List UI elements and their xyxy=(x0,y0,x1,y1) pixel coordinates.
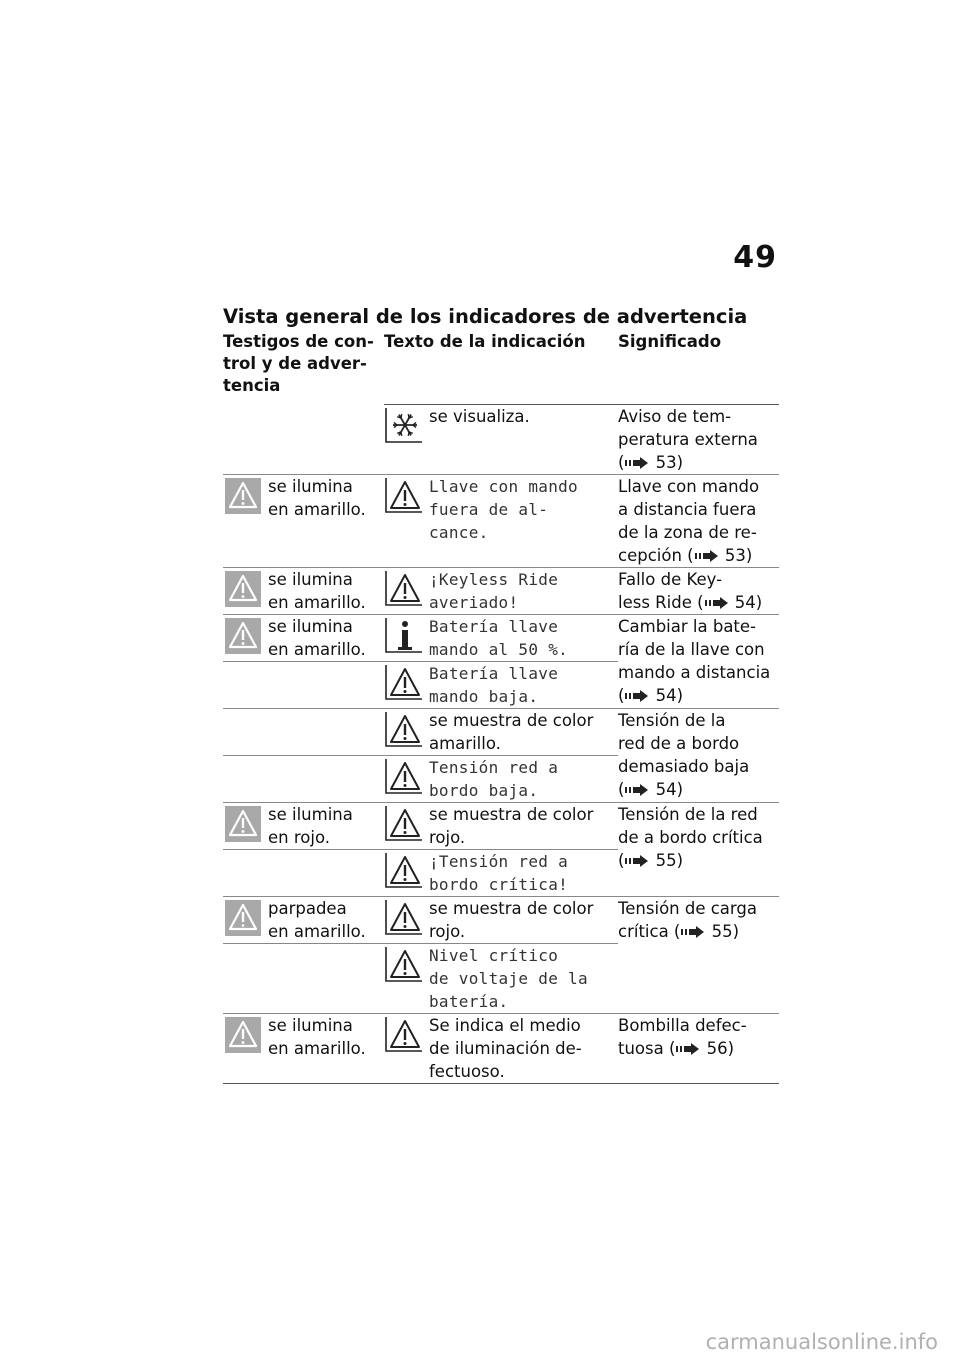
display-message-text: ¡Tensión red a bordo crítica! xyxy=(429,852,569,894)
page-reference-arrow-icon xyxy=(704,597,730,609)
page-reference-arrow-icon xyxy=(680,926,706,938)
watermark: carmanualsonline.info xyxy=(705,1330,938,1354)
warning-triangle-icon xyxy=(384,898,424,936)
display-message-text: se muestra de color rojo. xyxy=(429,805,594,847)
meaning-line: Tensión de la xyxy=(618,711,726,730)
warning-triangle-icon xyxy=(384,569,424,607)
warning-lamp-icon xyxy=(225,1017,261,1053)
page-reference[interactable]: 53) xyxy=(719,546,753,565)
warning-triangle-icon xyxy=(384,945,424,983)
lamp-status-text: se ilumina en amarillo. xyxy=(268,1016,366,1058)
info-icon xyxy=(384,616,424,654)
warning-lamp-icon xyxy=(225,478,261,514)
page-reference-arrow-icon xyxy=(624,784,650,796)
meaning-text xyxy=(618,475,778,567)
display-message-text: se muestra de color rojo. xyxy=(429,899,594,941)
meaning-text xyxy=(618,1014,778,1060)
meaning-line: demasiado baja xyxy=(618,757,750,776)
display-message-text: Se indica el medio de iluminación de- fectuoso. xyxy=(429,1016,582,1081)
meaning-line: Fallo de Key- xyxy=(618,570,723,589)
display-message-text: Llave con mando fuera de al- cance. xyxy=(429,477,578,542)
table-bottom-border xyxy=(223,1083,779,1084)
warning-triangle-icon xyxy=(384,476,424,514)
warning-lamp-icon xyxy=(225,900,261,936)
lamp-status-text: se ilumina en rojo. xyxy=(268,805,353,847)
warning-triangle-icon xyxy=(384,1015,424,1053)
meaning-line: cepción ( xyxy=(618,546,694,565)
row-divider xyxy=(223,661,384,662)
display-message-text: Batería llave mando al 50 %. xyxy=(429,617,569,659)
meaning-line: Tensión de carga xyxy=(618,899,757,918)
page-number: 49 xyxy=(733,240,777,275)
display-message-text: se muestra de color amarillo. xyxy=(429,711,594,753)
page-reference-arrow-icon xyxy=(694,550,720,562)
meaning-line: crítica ( xyxy=(618,922,681,941)
page-reference[interactable]: 55) xyxy=(706,922,740,941)
lamp-status-text: se ilumina en amarillo. xyxy=(268,617,366,659)
column-header-message: Texto de la indicación xyxy=(384,332,586,351)
meaning-text xyxy=(618,405,778,474)
meaning-text xyxy=(618,803,778,872)
display-message-text: se visualiza. xyxy=(429,407,530,426)
column-header-meaning: Significado xyxy=(618,332,722,351)
meaning-line: a distancia fuera xyxy=(618,500,757,519)
display-message-text: Tensión red a bordo baja. xyxy=(429,758,559,800)
meaning-line: Cambiar la bate- xyxy=(618,617,757,636)
warning-triangle-icon xyxy=(384,851,424,889)
warning-triangle-icon xyxy=(384,804,424,842)
display-message-text: Nivel crítico de voltaje de la batería. xyxy=(429,946,588,1011)
meaning-line: ( xyxy=(618,686,625,705)
page-reference-arrow-icon xyxy=(624,855,650,867)
warning-lamp-icon xyxy=(225,618,261,654)
meaning-line: Bombilla defec- xyxy=(618,1016,747,1035)
page-reference[interactable]: 54) xyxy=(650,686,684,705)
meaning-text xyxy=(618,615,778,707)
meaning-text xyxy=(618,568,778,614)
page-reference[interactable]: 54) xyxy=(729,593,763,612)
meaning-line: peratura externa xyxy=(618,430,758,449)
page-reference[interactable]: 56) xyxy=(701,1039,735,1058)
display-message-text: Batería llave mando baja. xyxy=(429,664,559,706)
warning-triangle-icon xyxy=(384,663,424,701)
page-reference[interactable]: 53) xyxy=(650,453,684,472)
row-divider xyxy=(223,755,384,756)
page-reference[interactable]: 54) xyxy=(650,780,684,799)
meaning-line: ( xyxy=(618,780,625,799)
meaning-line: Aviso de tem- xyxy=(618,407,732,426)
snowflake-icon xyxy=(384,406,424,444)
warning-triangle-icon xyxy=(384,757,424,795)
meaning-line: red de a bordo xyxy=(618,734,740,753)
meaning-line: less Ride ( xyxy=(618,593,704,612)
lamp-status-text: se ilumina en amarillo. xyxy=(268,570,366,612)
page-reference-arrow-icon xyxy=(675,1043,701,1055)
warning-triangle-icon xyxy=(384,710,424,748)
meaning-line: ( xyxy=(618,851,625,870)
page-title: Vista general de los indicadores de advertencia xyxy=(223,305,748,328)
warning-lamp-icon xyxy=(225,571,261,607)
meaning-line: tuosa ( xyxy=(618,1039,676,1058)
warning-lamp-icon xyxy=(225,806,261,842)
display-message-text: ¡Keyless Ride averiado! xyxy=(429,570,559,612)
page-reference[interactable]: 55) xyxy=(650,851,684,870)
lamp-status-text: parpadea en amarillo. xyxy=(268,899,366,941)
column-header-lamps: Testigos de con- trol y de adver- tencia xyxy=(223,332,374,395)
meaning-line: ( xyxy=(618,453,625,472)
meaning-line: de la zona de re- xyxy=(618,523,757,542)
meaning-line: Tensión de la red xyxy=(618,805,758,824)
lamp-status-text: se ilumina en amarillo. xyxy=(268,477,366,519)
meaning-text xyxy=(618,709,778,801)
page-reference-arrow-icon xyxy=(624,690,650,702)
meaning-line: mando a distancia xyxy=(618,663,771,682)
page-reference-arrow-icon xyxy=(624,457,650,469)
meaning-text xyxy=(618,897,778,943)
meaning-line: Llave con mando xyxy=(618,477,760,496)
meaning-line: de a bordo crítica xyxy=(618,828,763,847)
meaning-line: ría de la llave con xyxy=(618,640,765,659)
